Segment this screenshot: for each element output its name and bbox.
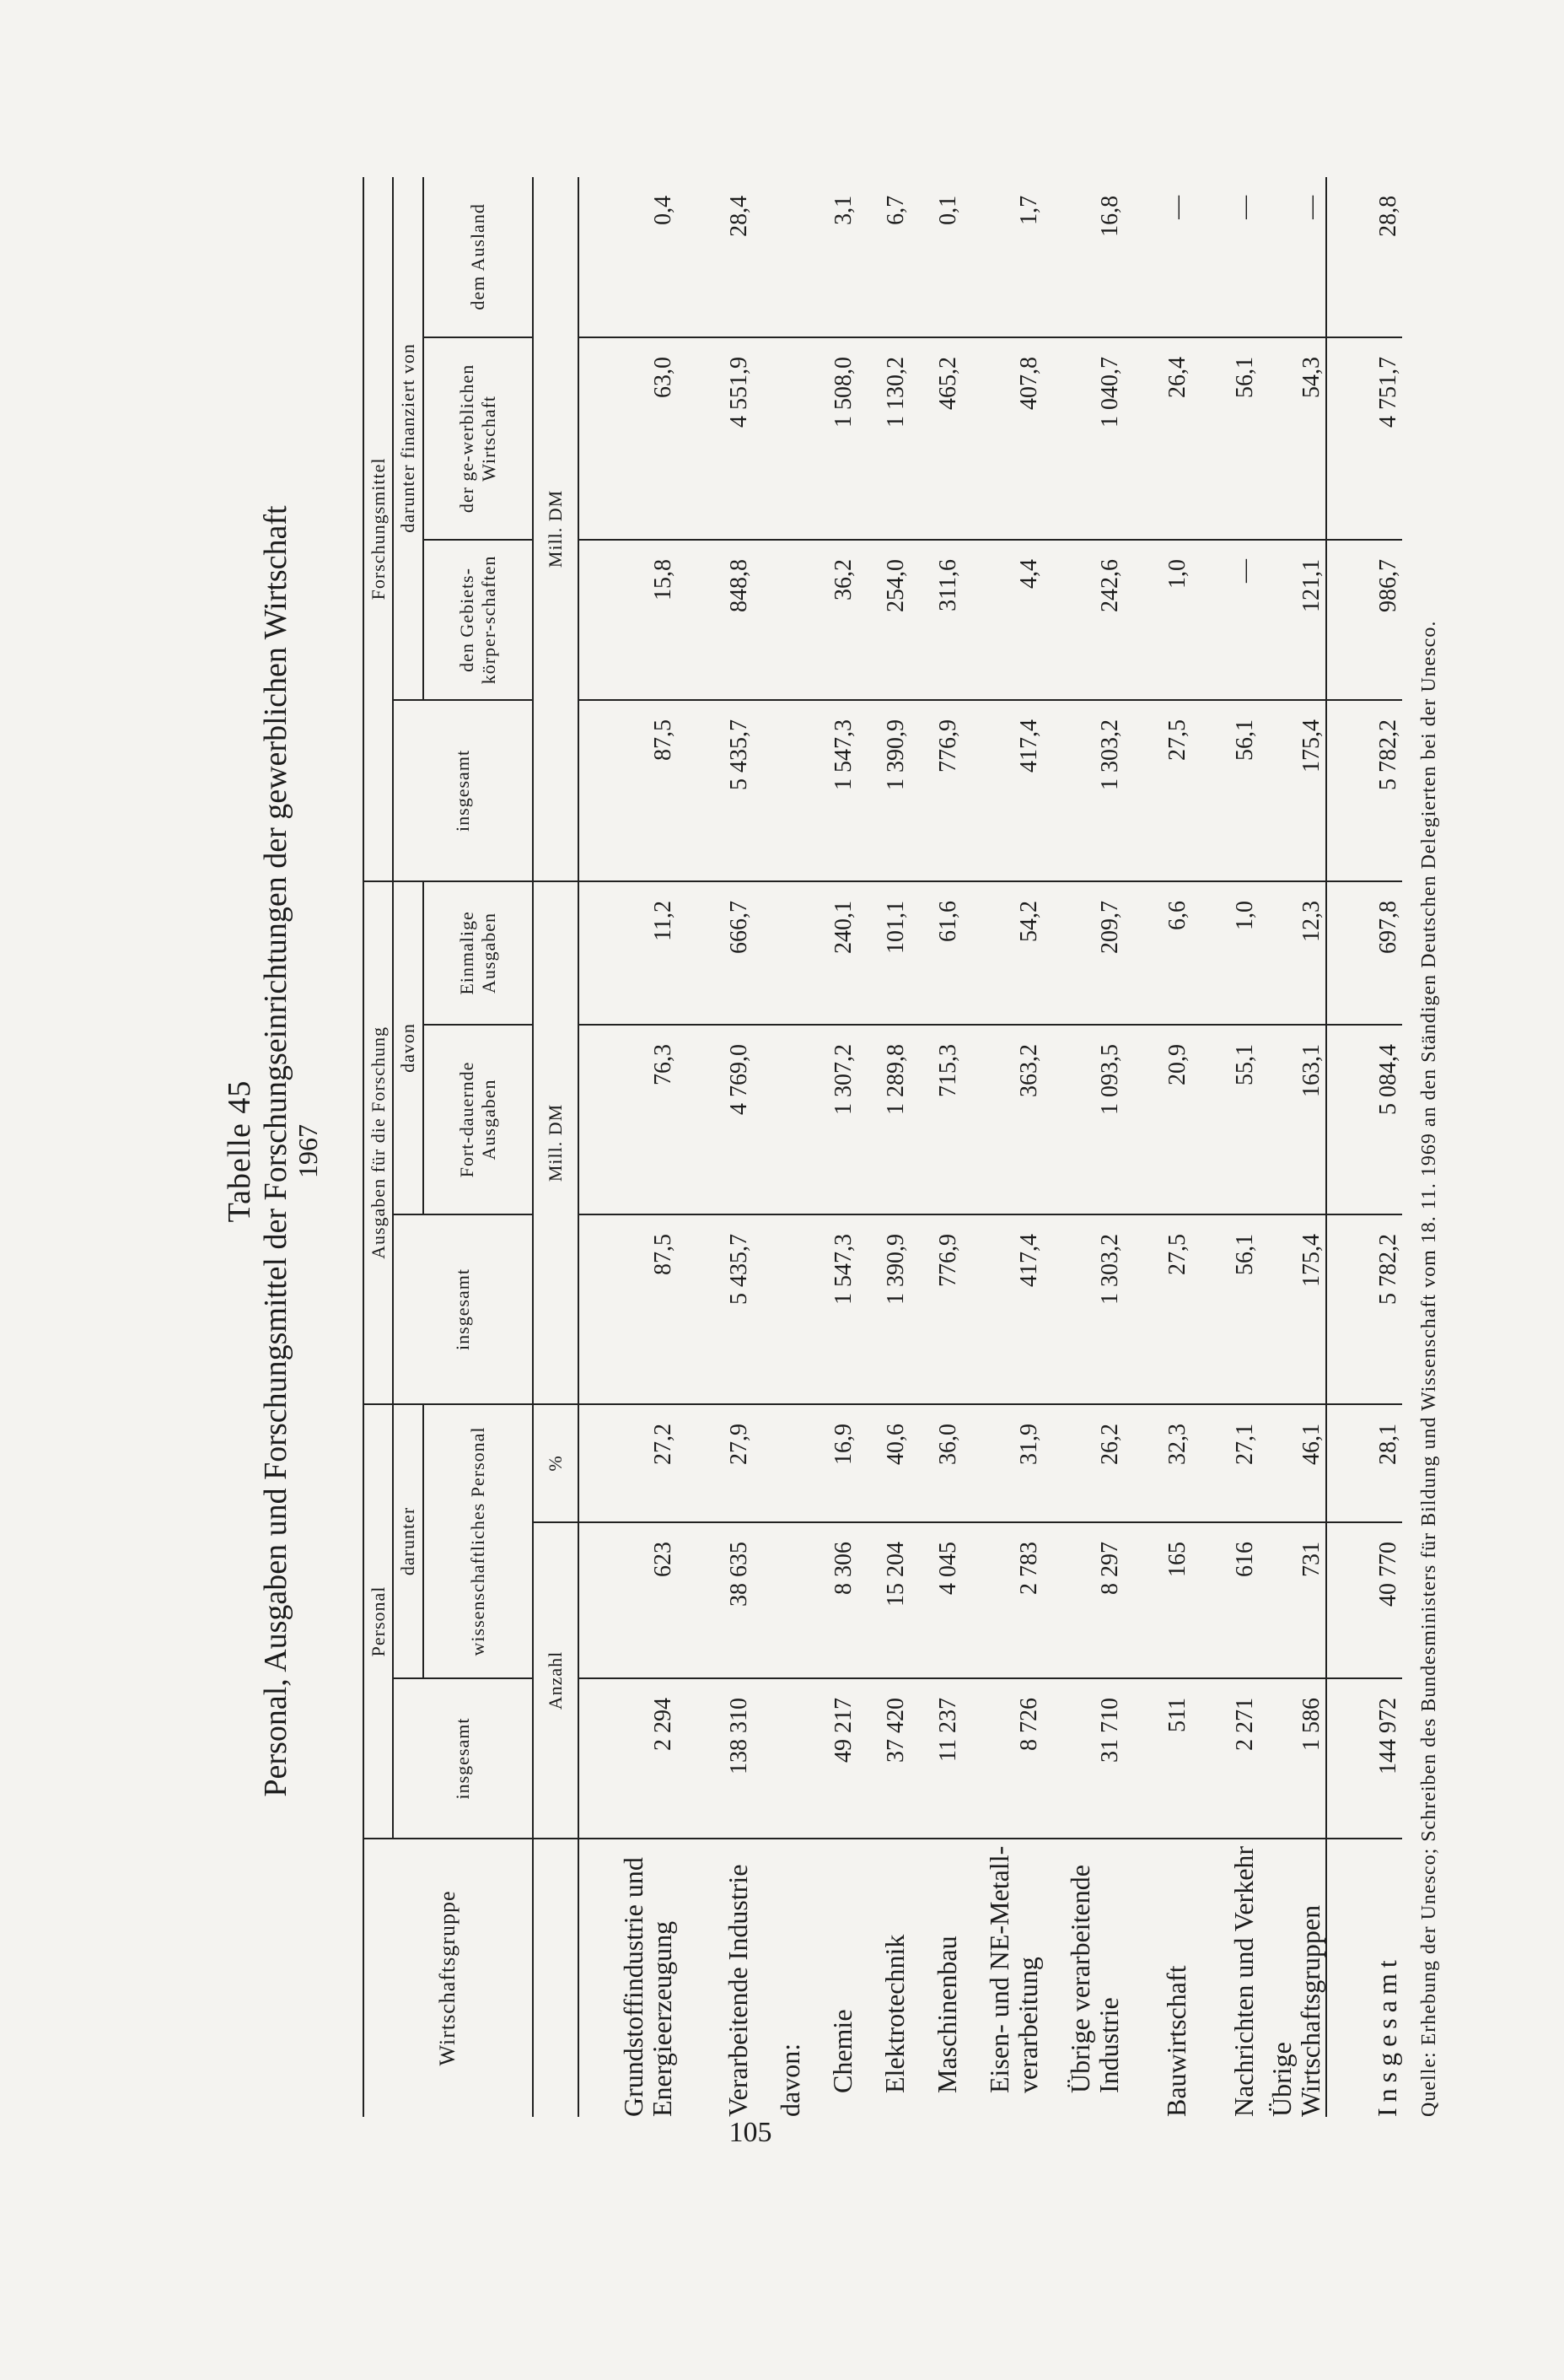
cell-value: 56,1 xyxy=(1191,700,1259,881)
cell-value: 715,3 xyxy=(910,1025,962,1214)
cell-value: 175,4 xyxy=(1259,700,1326,881)
row-label: Maschinenbau xyxy=(932,1936,963,2093)
cell-value: 5 435,7 xyxy=(677,700,753,881)
cell-value: 63,0 xyxy=(596,337,677,540)
cell-value: 101,1 xyxy=(857,881,910,1025)
unit-mill-dm-forschungsmittel: Mill. DM xyxy=(533,177,578,881)
cell-value: 417,4 xyxy=(962,1214,1043,1404)
cell-value xyxy=(753,1404,805,1522)
cell-value: 8 297 xyxy=(1043,1522,1124,1678)
cell-value: 27,5 xyxy=(1124,700,1191,881)
cell-value: 5 782,2 xyxy=(1326,700,1402,881)
cell-value: 4 751,7 xyxy=(1326,337,1402,540)
spacer-row xyxy=(578,177,596,2117)
cell-value: 46,1 xyxy=(1259,1404,1326,1522)
cell-value: 27,1 xyxy=(1191,1404,1259,1522)
table-row xyxy=(1191,177,1259,2117)
cell-value: 31 710 xyxy=(1043,1678,1124,1839)
cell-value: 1 303,2 xyxy=(1043,1214,1124,1404)
cell-value: 776,9 xyxy=(910,1214,962,1404)
cell-value: 163,1 xyxy=(1259,1025,1326,1214)
row-label: davon: xyxy=(775,2043,806,2117)
cell-value: 27,9 xyxy=(677,1404,753,1522)
header-ausgaben-insgesamt: insgesamt xyxy=(393,1214,532,1404)
data-table xyxy=(363,177,1402,2117)
cell-value: 2 294 xyxy=(596,1678,677,1839)
cell-value: 175,4 xyxy=(1259,1214,1326,1404)
cell-value: 20,9 xyxy=(1124,1025,1191,1214)
row-label: Elektrotechnik xyxy=(879,1934,911,2093)
cell-value: 1 130,2 xyxy=(857,337,910,540)
cell-value: 1 586 xyxy=(1259,1678,1326,1839)
cell-value: 407,8 xyxy=(962,337,1043,540)
table-row xyxy=(910,177,962,2117)
cell-value: 731 xyxy=(1259,1522,1326,1678)
cell-value: 240,1 xyxy=(805,881,857,1025)
cell-value xyxy=(753,1678,805,1839)
cell-value: 76,3 xyxy=(596,1025,677,1214)
cell-value: 666,7 xyxy=(677,881,753,1025)
header-wirtschaftsgruppe: Wirtschaftsgruppe xyxy=(363,1839,533,2117)
table-row xyxy=(1124,177,1191,2117)
table-title: Personal, Ausgaben und Forschungsmittel der Forschungseinrichtungen der gewerblichen Wirtschaft xyxy=(257,505,293,1797)
cell-value: 40,6 xyxy=(857,1404,910,1522)
cell-value: 616 xyxy=(1191,1522,1259,1678)
cell-value: 27,5 xyxy=(1124,1214,1191,1404)
cell-value: 1 307,2 xyxy=(805,1025,857,1214)
cell-value xyxy=(753,540,805,700)
cell-value: 465,2 xyxy=(910,337,962,540)
table-row xyxy=(962,177,1043,2117)
header-personal-insgesamt: insgesamt xyxy=(393,1678,532,1839)
cell-value xyxy=(753,1522,805,1678)
cell-value: 87,5 xyxy=(596,1214,677,1404)
cell-value: — xyxy=(1259,177,1326,337)
header-wiss-personal: wissenschaftliches Personal xyxy=(423,1404,533,1678)
cell-value: 4,4 xyxy=(962,540,1043,700)
cell-value: — xyxy=(1191,540,1259,700)
header-gewerbliche-wirtschaft: der ge-werblichen Wirtschaft xyxy=(423,337,533,540)
cell-value: 40 770 xyxy=(1326,1522,1402,1678)
cell-value: 242,6 xyxy=(1043,540,1124,700)
cell-value: 12,3 xyxy=(1259,881,1326,1025)
header-personal: Personal xyxy=(363,1404,393,1839)
row-label: Verarbeitende Industrie xyxy=(723,1864,754,2117)
cell-value: 1,0 xyxy=(1124,540,1191,700)
cell-value: 16,9 xyxy=(805,1404,857,1522)
cell-value: 3,1 xyxy=(805,177,857,337)
rotated-table-block xyxy=(215,169,1440,2134)
row-label: Grundstoffindustrie und Energieerzeugung xyxy=(617,1857,678,2117)
cell-value: 0,4 xyxy=(596,177,677,337)
cell-value: 55,1 xyxy=(1191,1025,1259,1214)
row-label: Nachrichten und Verkehr xyxy=(1228,1845,1260,2117)
cell-value: 776,9 xyxy=(910,700,962,881)
cell-value: 1 508,0 xyxy=(805,337,857,540)
header-einmalige: Einmalige Ausgaben xyxy=(423,881,533,1025)
cell-value: 28,4 xyxy=(677,177,753,337)
row-label: Übrige verarbeitende Industrie xyxy=(1064,1865,1125,2093)
header-gebietskoerperschaften: den Gebiets-körper-schaften xyxy=(423,540,533,700)
page-number: 105 xyxy=(728,2117,772,2148)
cell-value: 623 xyxy=(596,1522,677,1678)
cell-value xyxy=(753,881,805,1025)
row-label: Übrige Wirtschaftsgruppen xyxy=(1266,1904,1326,2117)
cell-value: 5 782,2 xyxy=(1326,1214,1402,1404)
header-forschungsmittel: Forschungsmittel xyxy=(363,177,393,881)
cell-value: 26,4 xyxy=(1124,337,1191,540)
cell-value: 4 045 xyxy=(910,1522,962,1678)
cell-value: 0,1 xyxy=(910,177,962,337)
cell-value: 121,1 xyxy=(1259,540,1326,700)
cell-value: 36,2 xyxy=(805,540,857,700)
cell-value: 417,4 xyxy=(962,700,1043,881)
cell-value: 848,8 xyxy=(677,540,753,700)
cell-value: — xyxy=(1191,177,1259,337)
cell-value: 56,1 xyxy=(1191,1214,1259,1404)
cell-value: 209,7 xyxy=(1043,881,1124,1025)
cell-value: 28,8 xyxy=(1326,177,1402,337)
cell-value: 1,7 xyxy=(962,177,1043,337)
cell-value: 31,9 xyxy=(962,1404,1043,1522)
cell-value: 138 310 xyxy=(677,1678,753,1839)
cell-value: 36,0 xyxy=(910,1404,962,1522)
cell-value: 15 204 xyxy=(857,1522,910,1678)
cell-value: 6,6 xyxy=(1124,881,1191,1025)
cell-value: 1 547,3 xyxy=(805,700,857,881)
cell-value xyxy=(753,337,805,540)
source-note: Quelle: Erhebung der Unesco; Schreiben des Bundesministers für Bildung und Wissenschaft vom 18. 11. 1969 an den Ständigen Deutschen Delegierten bei der Unesco. xyxy=(1417,620,1440,2117)
cell-value: 28,1 xyxy=(1326,1404,1402,1522)
table-row xyxy=(1259,177,1326,2117)
cell-value: 38 635 xyxy=(677,1522,753,1678)
cell-value: 1 390,9 xyxy=(857,700,910,881)
cell-value xyxy=(753,700,805,881)
cell-value: 5 084,4 xyxy=(1326,1025,1402,1214)
cell-value: 49 217 xyxy=(805,1678,857,1839)
cell-value: 27,2 xyxy=(596,1404,677,1522)
cell-value: 1,0 xyxy=(1191,881,1259,1025)
table-title-block xyxy=(215,169,363,2134)
unit-cell-empty xyxy=(533,1839,578,2117)
unit-mill-dm-ausgaben: Mill. DM xyxy=(533,881,578,1404)
cell-value: 37 420 xyxy=(857,1678,910,1839)
cell-value: 1 093,5 xyxy=(1043,1025,1124,1214)
header-darunter-finanziert: darunter finanziert von xyxy=(393,177,422,700)
table-row xyxy=(596,177,677,2117)
table-row xyxy=(857,177,910,2117)
cell-value: 4 551,9 xyxy=(677,337,753,540)
total-row xyxy=(1326,177,1402,2117)
table-year: 1967 xyxy=(293,1124,324,1178)
cell-value: 54,2 xyxy=(962,881,1043,1025)
row-label: Chemie xyxy=(827,2009,858,2093)
row-label: Bauwirtschaft xyxy=(1161,1965,1192,2117)
cell-value: 26,2 xyxy=(1043,1404,1124,1522)
cell-value: 32,3 xyxy=(1124,1404,1191,1522)
cell-value: 511 xyxy=(1124,1678,1191,1839)
cell-value: 1 303,2 xyxy=(1043,700,1124,881)
row-label: Eisen- und NE-Metall-verarbeitung xyxy=(983,1845,1044,2093)
header-ausgaben-davon: davon xyxy=(393,881,422,1214)
header-forschungsmittel-insgesamt: insgesamt xyxy=(393,700,532,881)
cell-value: 54,3 xyxy=(1259,337,1326,540)
cell-value: — xyxy=(1124,177,1191,337)
cell-value: 254,0 xyxy=(857,540,910,700)
cell-value: 56,1 xyxy=(1191,337,1259,540)
cell-value: 2 783 xyxy=(962,1522,1043,1678)
cell-value: 1 547,3 xyxy=(805,1214,857,1404)
unit-percent: % xyxy=(533,1404,578,1522)
header-ausland: dem Ausland xyxy=(423,177,533,337)
table-row xyxy=(805,177,857,2117)
cell-value: 1 040,7 xyxy=(1043,337,1124,540)
cell-value xyxy=(753,1214,805,1404)
cell-value: 11,2 xyxy=(596,881,677,1025)
header-personal-darunter: darunter xyxy=(393,1404,422,1678)
cell-value: 16,8 xyxy=(1043,177,1124,337)
cell-value: 311,6 xyxy=(910,540,962,700)
header-fortdauernde: Fort-dauernde Ausgaben xyxy=(423,1025,533,1214)
unit-anzahl: Anzahl xyxy=(533,1522,578,1839)
header-ausgaben: Ausgaben für die Forschung xyxy=(363,881,393,1404)
cell-value: 15,8 xyxy=(596,540,677,700)
cell-value xyxy=(753,177,805,337)
cell-value: 4 769,0 xyxy=(677,1025,753,1214)
table-body xyxy=(578,177,1402,2117)
cell-value: 11 237 xyxy=(910,1678,962,1839)
cell-value: 2 271 xyxy=(1191,1678,1259,1839)
cell-value: 61,6 xyxy=(910,881,962,1025)
table-number: Tabelle 45 xyxy=(222,1080,257,1223)
table-row xyxy=(753,177,805,2117)
row-label: Insgesamt xyxy=(1326,1839,1402,2117)
table-row xyxy=(677,177,753,2117)
cell-value: 363,2 xyxy=(962,1025,1043,1214)
cell-value xyxy=(753,1025,805,1214)
cell-value: 87,5 xyxy=(596,700,677,881)
cell-value: 1 390,9 xyxy=(857,1214,910,1404)
cell-value: 1 289,8 xyxy=(857,1025,910,1214)
table-row xyxy=(1043,177,1124,2117)
cell-value: 5 435,7 xyxy=(677,1214,753,1404)
cell-value: 165 xyxy=(1124,1522,1191,1678)
cell-value: 6,7 xyxy=(857,177,910,337)
cell-value: 144 972 xyxy=(1326,1678,1402,1839)
cell-value: 986,7 xyxy=(1326,540,1402,700)
cell-value: 697,8 xyxy=(1326,881,1402,1025)
cell-value: 8 726 xyxy=(962,1678,1043,1839)
cell-value: 8 306 xyxy=(805,1522,857,1678)
